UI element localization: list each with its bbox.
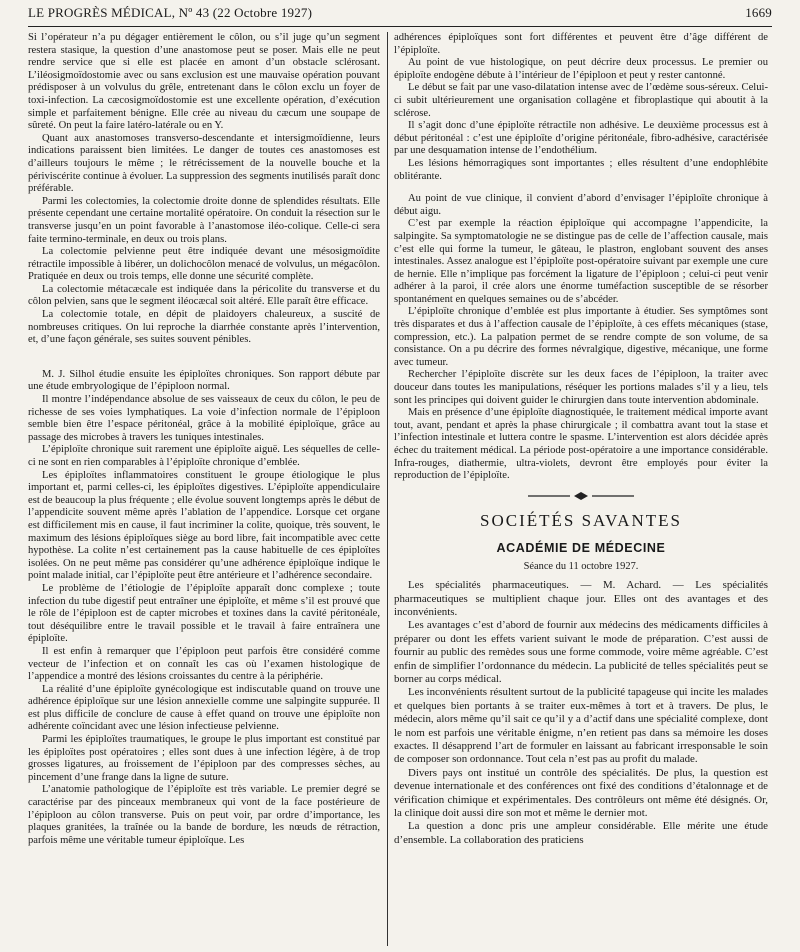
- section-gap: [28, 347, 380, 369]
- academy-report: [394, 579, 768, 847]
- paragraph: Parmi les épiploïtes traumatiques, le groupe le plus important est constitué par les épiploïtes post opératoires ; elles sont dues à une infection légère, à de trop grosses ligatures, au froissement de l’épiploon par des compresses sèches, au pincement d’une frange dans la ligne de suture.: [28, 734, 380, 783]
- paragraph: La question a donc pris une ampleur considérable. Elle mérite une étude d’ensemble. La collaboration des praticiens: [394, 820, 768, 846]
- paragraph: Si l’opérateur n’a pu dégager entièrement le côlon, ou s’il juge qu’un segment restera stasique, la question d’une anastomose peut se poser. Mais elle ne peut rendre service que si elle est placée en amont d’un obstacle sclérosant. L’iléosigmoïdostomie avec ou sans exclusion est une mauvaise opération pouvant prédisposer à un volvulus du grêle, entretenant dans le côlon exclu un foyer de toxi-infection. La cæcosigmoïdostomie est une excellente opération, d’exécution simple et parfaitement bénigne. Elle crée au niveau du cæcum une soupape de sûreté. On peut la faire latéro-latérale ou en Y.: [28, 32, 380, 132]
- session-date: Séance du 11 octobre 1927.: [523, 560, 639, 572]
- paragraph: Mais en présence d’une épiploïte diagnostiquée, le traitement médical importe avant tout, avant, pendant et après la phase chirurgicale ; il combattra avant tout la stase et l’infection intestinale et luttera contre le spasme. L’intervention est alors décidée après échec du traitement médical. La période post-opératoire a une importance considérable. Infra-rouges, diathermie, ultra-violets, devront être employés pour éviter la reproduction de l’épiploïte.: [394, 407, 768, 482]
- paragraph: Les lésions hémorragiques sont importantes ; elles résultent d’une endophlébite oblitérante.: [394, 157, 768, 182]
- paragraph: Il montre l’indépendance absolue de ses vaisseaux de ceux du côlon, le peu de richesse de ses voies lymphatiques. La voie d’infection normale de l’épiploon semble bien être l’espace péritonéal, grâce à la mobilité épiploïque, grâce au passage des microbes à travers les tuniques intestinales.: [28, 394, 380, 443]
- paragraph: M. J. Silhol étudie ensuite les épiploïtes chroniques. Son rapport débute par une étude embryologique de l’épiploon normal.: [28, 368, 380, 393]
- paragraph: L’épiploïte chronique d’emblée est plus importante à étudier. Ses symptômes sont très disparates et dus à l’affection causale de l’épiploïte, à ces effets mécaniques (stase, compression, etc.). La palpation permet de se rendre compte de son volume, de sa consistance. On a pu décrire des formes névralgique, digestive, mécanique, une forme avec tumeur.: [394, 306, 768, 368]
- paragraph: Il est enfin à remarquer que l’épiploon peut parfois être considéré comme vecteur de l’infection et on connaît les cas où l’examen histologique de l’appendice a montré des lésions croissantes du centre à la périphérie.: [28, 645, 380, 683]
- paragraph: Il s’agit donc d’une épiploïte rétractile non adhésive. Le deuxième processus est à début péritonéal : c’est une épiploïte d’origine péritonéale, fibro-adhésive, caractérisée par une desquamation intense de l’endothélium.: [394, 120, 768, 157]
- paragraph: Les spécialités pharmaceutiques. — M. Achard. — Les spécialités pharmaceutiques se multiplient chaque jour. Elles ont des avantages et des inconvénients.: [394, 579, 768, 618]
- paragraph: Parmi les colectomies, la colectomie droite donne de splendides résultats. Elle présente cependant une certaine mortalité opératoire. On conduit la résection sur le transverse jusqu’en un point favorable à l’anastomose iléo-colique. Celle-ci sera faite termino-terminale, en deux ou trois plans.: [28, 195, 380, 245]
- paragraph: Quant aux anastomoses transverso-descendante et intersigmoïdienne, leurs indications paraissent bien limitées. Le danger de toutes ces anastomoses est d’ailleurs toujours le même ; le rétrécissement de la nouvelle bouche et la périviscérite continue à évoluer. La suppression des segments inutilisés paraît donc préférable.: [28, 132, 380, 195]
- section-heading: SOCIÉTÉS SAVANTES: [480, 511, 682, 531]
- paragraph: Le début se fait par une vaso-dilatation intense avec de l’œdème sous-séreux. Celui-ci subit ultérieurement une organisation collagène et fibroplastique qui aboutit à la sclérose.: [394, 82, 768, 119]
- paragraph: Au point de vue clinique, il convient d’abord d’envisager l’épiploïte chronique à début aigu.: [394, 193, 768, 217]
- right-column: [394, 32, 768, 946]
- ornament-divider: [394, 491, 768, 504]
- paragraph: Les inconvénients résultent surtout de la publicité tapageuse qui incite les malades et quelques bien portants à se traiter eux-mêmes à tort et à travers. De plus, le médecin, alors même qu’il sait ce qu’il y a d’actif dans une spécialité complexe, dont le nom est parfois une véritable énigme, n’en retient pas dans sa mémoire les doses exactes. Il désapprend l’art de formuler en laissant au fabricant irresponsable le soin de composer son ordonnance. Tout cela n’est pas au profit du malade.: [394, 686, 768, 766]
- paragraph: L’épiploïte chronique suit rarement une épiploïte aiguë. Les séquelles de celle-ci ne sont en rien comparables à l’épiploïte chronique d’emblée.: [28, 444, 380, 468]
- paragraph: Les épiploïtes inflammatoires constituent le groupe étiologique le plus important et, parmi celles-ci, les épiploïtes digestives. L’épiploïte appendiculaire est de beaucoup la plus fréquente ; elle évolue souvent longtemps après le début de l’appendicite souvent même après l’ablation de l’appendice. Lorsque cet organe est difficilement mis en cause, il faut incriminer la colite, quoique, très souvent, le maximum des lésions épiploïques siège au bord libre, fait incompatible avec cette hypothèse. La colite n’est certainement pas la cause habituelle de ces épiploïtes isolées. On ne peut même pas considérer qu’une adhérence épiploïque indique le point malade initial, car l’épiploïte peut être antérieure et l’adhérence secondaire.: [28, 469, 380, 582]
- column-divider: [387, 32, 388, 946]
- paragraph: La colectomie pelvienne peut être indiquée devant une mésosigmoïdite rétractile impossible à libérer, un dolichocôlon menacé de volvulus, un mégacôlon. Pratiquée en deux ou trois temps, elle donne une sécurité complète.: [28, 246, 380, 283]
- subsection-heading: ACADÉMIE DE MÉDECINE: [496, 540, 666, 555]
- paragraph: adhérences épiploïques sont fort différentes et peuvent être d’âge différent de l’épiploïte.: [394, 32, 768, 56]
- running-header: [28, 2, 772, 24]
- paragraph: Le problème de l’étiologie de l’épiploïte apparaît donc complexe ; toute infection du tube digestif peut entraîner une épiploïte, et même s’il est prouvé que le rôle de l’épiploon est de capter microbes et toxines dans la cavité péritonéale, tout déséquilibre entre le travail possible et le travail à faire entraînera une épiploïte.: [28, 582, 380, 645]
- paragraph: La colectomie totale, en dépit de plaidoyers chaleureux, a suscité de nombreuses critiques. On lui reproche la diarrhée constante après l’intervention, et, d’une façon générale, ses suites souvent pénibles.: [28, 309, 380, 346]
- paragraph: Rechercher l’épiploïte discrète sur les deux faces de l’épiploon, la traiter avec douceur dans toutes les manipulations, réséquer les portions malades s’il y a lieu, tels sont les principes qui doivent guider le chirurgien dans toute intervention abdominale.: [394, 369, 768, 406]
- paragraph: C’est par exemple la réaction épiploïque qui accompagne l’appendicite, la salpingite. Sa symptomatologie ne se distingue pas de celle de l’affection causale, mais c’est elle qui forme la tumeur, le gâteau, le plastron, englobant souvent des anses intestinales. Assez analogue est l’épiploïte post-opératoire suivant par exemple une cure de hernie. Elle n’implique pas forcément la ligature de l’épiploon ; celui-ci peut venir adhérer à la paroi, il crée alors une énorme tuméfaction susceptible de se résorber spontanément en quelques semaines ou de s’abcéder.: [394, 218, 768, 305]
- paragraph: Divers pays ont institué un contrôle des spécialités. De plus, la question est devenue internationale et des conférences ont fixé des conditions d’étalonnage et de vérification chimique et expérimentales. Des contrôleurs ont même été désignés. Or, la clinique doit aussi dire son mot et même le dernier mot.: [394, 766, 768, 820]
- paragraph: La réalité d’une épiploïte gynécologique est indiscutable quand on trouve une adhérence épiploïque sur une lésion annexielle comme une salpingite suppurée. Il est plus difficile de conclure de cause à effet quand on trouve une épiploïte non adhérente coïncidant avec une lésion infectieuse pelvienne.: [28, 683, 380, 733]
- left-column: [28, 32, 380, 946]
- header-rule: [28, 26, 772, 27]
- journal-title: LE PROGRÈS MÉDICAL, Nº 43 (22 Octobre 1927): [28, 5, 313, 20]
- section-gap: [394, 183, 768, 193]
- paragraph: Au point de vue histologique, on peut décrire deux processus. Le premier ou épiploïte endogène débute à l’intérieur de l’épiploon et peut y rester cantonné.: [394, 57, 768, 81]
- ornament-icon: [526, 491, 636, 501]
- paragraph: Les avantages c’est d’abord de fournir aux médecins des médicaments difficiles à préparer ou dont les effets varient suivant le mode de préparation. C’est aussi de fournir au public des remèdes sous une forme commode, voire même agréable. C’est enfin de simplifier l’ordonnance du médecin. La publicité de telles spécialités peut se borner au corps médical.: [394, 619, 768, 685]
- page-number: 1669: [745, 5, 772, 20]
- paragraph: La colectomie métacæcale est indiquée dans la péricolite du transverse et du côlon pelvien, sans que le segment iléocæcal soit altéré. Elle paraît être efficace.: [28, 283, 380, 308]
- paragraph: L’anatomie pathologique de l’épiploïte est très variable. Le premier degré se caractérise par des pinceaux membraneux qui vont de la face postérieure de l’épiploon au côlon transverse. Puis on peut voir, par ordre d’importance, les plaques granitées, la traînée ou la bande de bordure, les nœuds de rétraction, parfois même une véritable tumeur épiploïque. Les: [28, 784, 380, 846]
